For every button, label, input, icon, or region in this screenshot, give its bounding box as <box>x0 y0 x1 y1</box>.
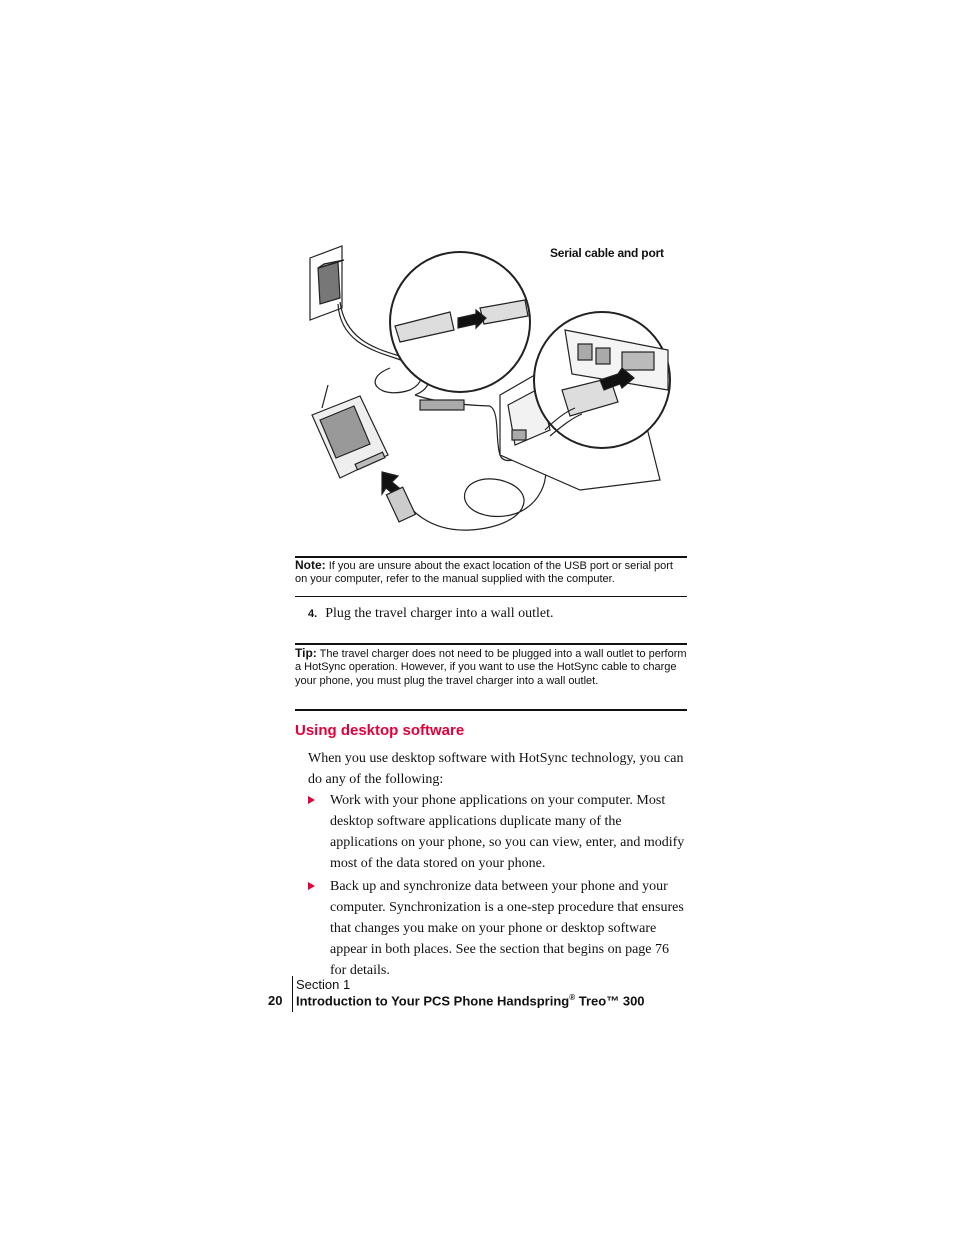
book-title <box>296 993 645 1008</box>
bullet-item <box>308 790 688 874</box>
tip-box <box>295 647 687 688</box>
bullet-text: Work with your phone applications on your computer. Most desktop software applications duplicate many of the applications on your phone, so you can view, enter, and modify most of the data stored on your phone. <box>330 793 685 871</box>
section-heading: Using desktop software <box>295 722 465 739</box>
step-number: 4. <box>308 608 318 620</box>
note-label: Note: <box>295 558 326 572</box>
registered-mark: ® <box>569 993 576 1002</box>
step-item <box>308 606 554 622</box>
note-text: If you are unsure about the exact location of the USB port or serial port on your computer, refer to the manual supplied with the computer. <box>295 560 673 585</box>
footer-section: Section 1 <box>296 977 351 992</box>
footer-separator <box>292 976 293 1012</box>
step-text: Plug the travel charger into a wall outlet. <box>325 606 554 621</box>
phone-icon <box>312 385 388 478</box>
figure-caption: Serial cable and port <box>550 246 664 260</box>
book-title-suffix: Treo™ 300 <box>575 993 645 1009</box>
book-title-prefix: Introduction to Your PCS Phone Handspring <box>296 993 570 1009</box>
tip-text: The travel charger does not need to be plugged into a wall outlet to perform a HotSync operation. However, if you want to use the HotSync cable to charge your phone, you must plug the travel charger into a wall outlet. <box>295 648 687 687</box>
page-number: 20 <box>268 993 283 1008</box>
intro-paragraph: When you use desktop software with HotSync technology, you can do any of the following: <box>308 751 684 787</box>
bullet-arrow-icon <box>308 882 315 890</box>
bullet-text: Back up and synchronize data between your phone and your computer. Synchronization is a one-step procedure that ensures that changes you make on your phone or desktop software appear in both places. See the section that begins on page 76 for details. <box>330 879 684 978</box>
tip-top-rule <box>295 643 687 645</box>
hotsync-cable-illustration <box>300 240 690 550</box>
bullet-item <box>308 876 688 981</box>
note-box <box>295 559 687 586</box>
note-top-rule <box>295 556 687 558</box>
tip-label: Tip: <box>295 646 317 660</box>
bullet-arrow-icon <box>308 796 315 804</box>
tip-bottom-rule <box>295 709 687 711</box>
note-bottom-rule <box>295 596 687 597</box>
